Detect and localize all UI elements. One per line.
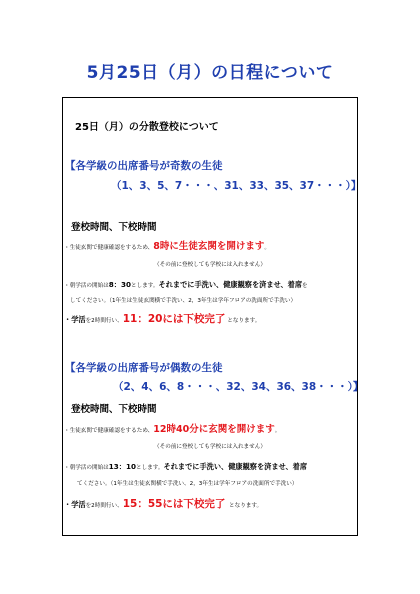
odd-times-label: 登校時間、下校時間	[71, 222, 157, 233]
odd-group-numbers: （1、3、5、7・・・、31、33、35、37・・・）】	[111, 180, 362, 192]
schedule-box	[62, 97, 364, 536]
even-group-heading: 【各学級の出席番号が偶数の生徒	[65, 362, 223, 374]
even-times-label: 登校時間、下校時間	[71, 404, 157, 415]
odd-homeroom-line: ・朝学活の開始は8：30とします。それまでに手洗い、健康観察を済ませ、着席を	[64, 280, 308, 289]
odd-handwash-line: してください。（1年生は生徒玄関横で手洗い、2，3年生は学年フロアの洗面所で手洗い）	[70, 298, 297, 304]
odd-open-line: ・生徒玄関で健康確認をするため、8時に生徒玄関を開けます。	[64, 241, 271, 252]
even-homeroom-line: ・朝学活の開始は13：10とします。それまでに手洗い、健康観察を済ませ、着席	[64, 462, 308, 471]
even-group-numbers: （2、4、6、8・・・、32、34、36、38・・・）】	[113, 381, 364, 393]
odd-note: （その前に登校しても学校には入れません）	[154, 262, 266, 268]
even-dismissal-line: ・学活を2時間行い、15：55には下校完了 となります。	[64, 498, 263, 510]
page-title: 5月25日（月）の日程について	[86, 63, 334, 83]
even-open-line: ・生徒玄関で健康確認をするため、12時40分に玄関を開けます。	[64, 424, 281, 435]
even-handwash-line: てください。（1年生は生徒玄関横で手洗い、2，3年生は学年フロアの洗面所で手洗い）	[77, 481, 298, 487]
odd-dismissal-line: ・学活を2時間行い、11：20には下校完了 となります。	[64, 313, 261, 325]
odd-group-heading: 【各学級の出席番号が奇数の生徒	[65, 160, 223, 172]
even-note: （その前に登校しても学校には入れません）	[154, 444, 266, 450]
box-subtitle: 25日（月）の分散登校について	[75, 122, 219, 133]
